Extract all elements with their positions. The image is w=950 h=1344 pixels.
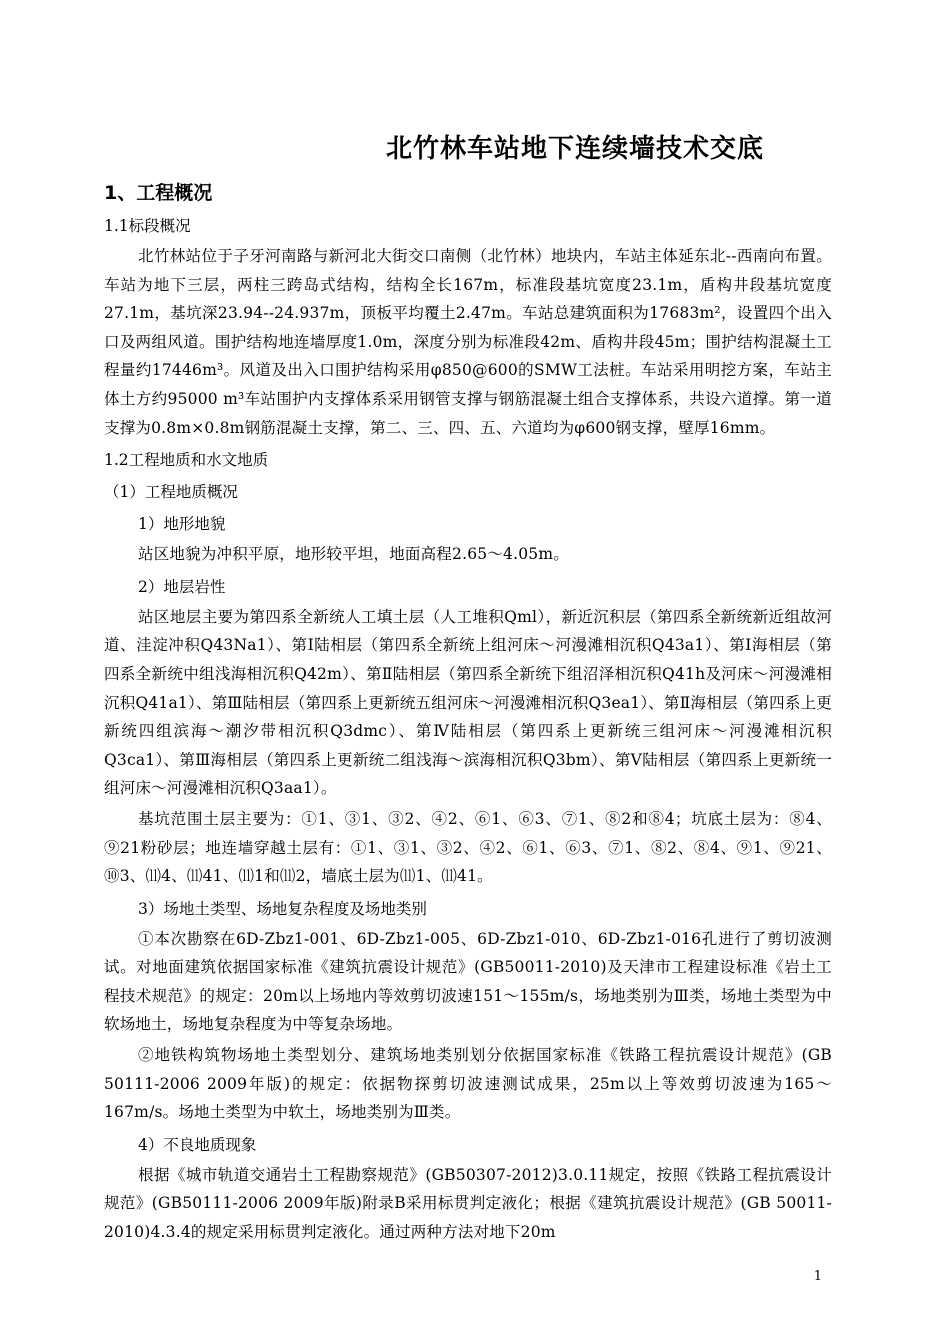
subsection-heading-geology: 1.2工程地质和水文地质	[104, 451, 269, 470]
paragraph-site-1: ①本次勘察在6D-Zbz1-001、6D-Zbz1-005、6D-Zbz1-010、6D-Zbz1-016孔进行了剪切波测试。对地面建筑依据国家标准《建筑抗震设计规范》(GB50011-2010)及天津市工程建设标准《岩土工程技术规范》的规定：20m以上场地内等效剪切波速151～155m/s，场地类别为Ⅲ类，场地土类型为中软场地土，场地复杂程度为中等复杂场地。	[104, 929, 832, 1034]
paragraph-site-2: ②地铁构筑物场地土类型划分、建筑场地类别划分依据国家标准《铁路工程抗震设计规范》(GB 50111-2006 2009年版)的规定：依据物探剪切波速测试成果，25m以上等效剪切波速为165～167m/s。场地土类型为中软土，场地类别为Ⅲ类。	[104, 1046, 832, 1122]
heading-terrain: 1）地形地貌	[138, 515, 226, 534]
paragraph-terrain: 站区地貌为冲积平原，地形较平坦，地面高程2.65～4.05m。	[138, 545, 569, 564]
heading-geology-overview: （1）工程地质概况	[104, 483, 238, 502]
heading-strata: 2）地层岩性	[138, 577, 226, 596]
document-body	[104, 176, 832, 1249]
heading-site-type: 3）场地土类型、场地复杂程度及场地类别	[138, 899, 427, 918]
heading-adverse-geology: 4）不良地质现象	[138, 1135, 257, 1154]
paragraph-strata-1: 站区地层主要为第四系全新统人工填土层（人工堆积Qml），新近沉积层（第四系全新统新近组故河道、洼淀冲积Q43Na1）、第Ⅰ陆相层（第四系全新统上组河床～河漫滩相沉积Q43a1）、第Ⅰ海相层（第四系全新统中组浅海相沉积Q42m）、第Ⅱ陆相层（第四系全新统下组沼泽相沉积Q41h及河床～河漫滩相沉积Q41a1）、第Ⅲ陆相层（第四系上更新统五组河床～河漫滩相沉积Q3ea1）、第Ⅱ海相层（第四系上更新统四组滨海～潮汐带相沉积Q3dmc）、第Ⅳ陆相层（第四系上更新统三组河床～河漫滩相沉积Q3ca1）、第Ⅲ海相层（第四系上更新统二组浅海～滨海相沉积Q3bm）、第Ⅴ陆相层（第四系上更新统一组河床～河漫滩相沉积Q3aa1）。	[104, 607, 832, 798]
document-title: 北竹林车站地下连续墙技术交底	[385, 134, 764, 164]
subsection-heading-bid-section: 1.1标段概况	[104, 217, 191, 235]
paragraph-adverse-geology: 根据《城市轨道交通岩土工程勘察规范》(GB50307-2012)3.0.11规定，按照《铁路工程抗震设计规范》(GB50111-2006 2009年版)附录B采用标贯判定液化；根据《建筑抗震设计规范》(GB 50011-2010)4.3.4的规定采用标贯判定液化。通过两种方法对地下20m	[104, 1165, 832, 1242]
section-heading-overview: 1、工程概况	[104, 182, 213, 204]
paragraph-strata-2: 基坑范围土层主要为：①1、③1、③2、④2、⑥1、⑥3、⑦1、⑧2和⑧4；坑底土层为：⑧4、⑨21粉砂层；地连墙穿越土层有：①1、③1、③2、④2、⑥1、⑥3、⑦1、⑧2、⑧4、⑨1、⑨21、⑩3、⑾4、⑾41、⑾1和⑾2，墙底土层为⑾1、⑾41。	[104, 809, 832, 886]
paragraph-bid-section: 北竹林站位于子牙河南路与新河北大街交口南侧（北竹林）地块内，车站主体延东北--西南向布置。车站为地下三层，两柱三跨岛式结构，结构全长167m，标准段基坑宽度23.1m，盾构井段基坑宽度27.1m，基坑深23.94--24.937m，顶板平均覆土2.47m。车站总建筑面积为17683m²，设置四个出入口及两组风道。围护结构地连墙厚度1.0m，深度分别为标准段42m、盾构井段45m；围护结构混凝土工程量约17446m³。风道及出入口围护结构采用φ850@600的SMW工法桩。车站采用明挖方案，车站主体土方约95000 m³车站围护内支撑体系采用钢管支撑与钢筋混凝土组合支撑体系，共设六道撑。第一道支撑为0.8m×0.8m钢筋混凝土支撑，第二、三、四、五、六道均为φ600钢支撑，壁厚16mm。	[104, 247, 832, 437]
page-number: 1	[813, 1269, 822, 1284]
